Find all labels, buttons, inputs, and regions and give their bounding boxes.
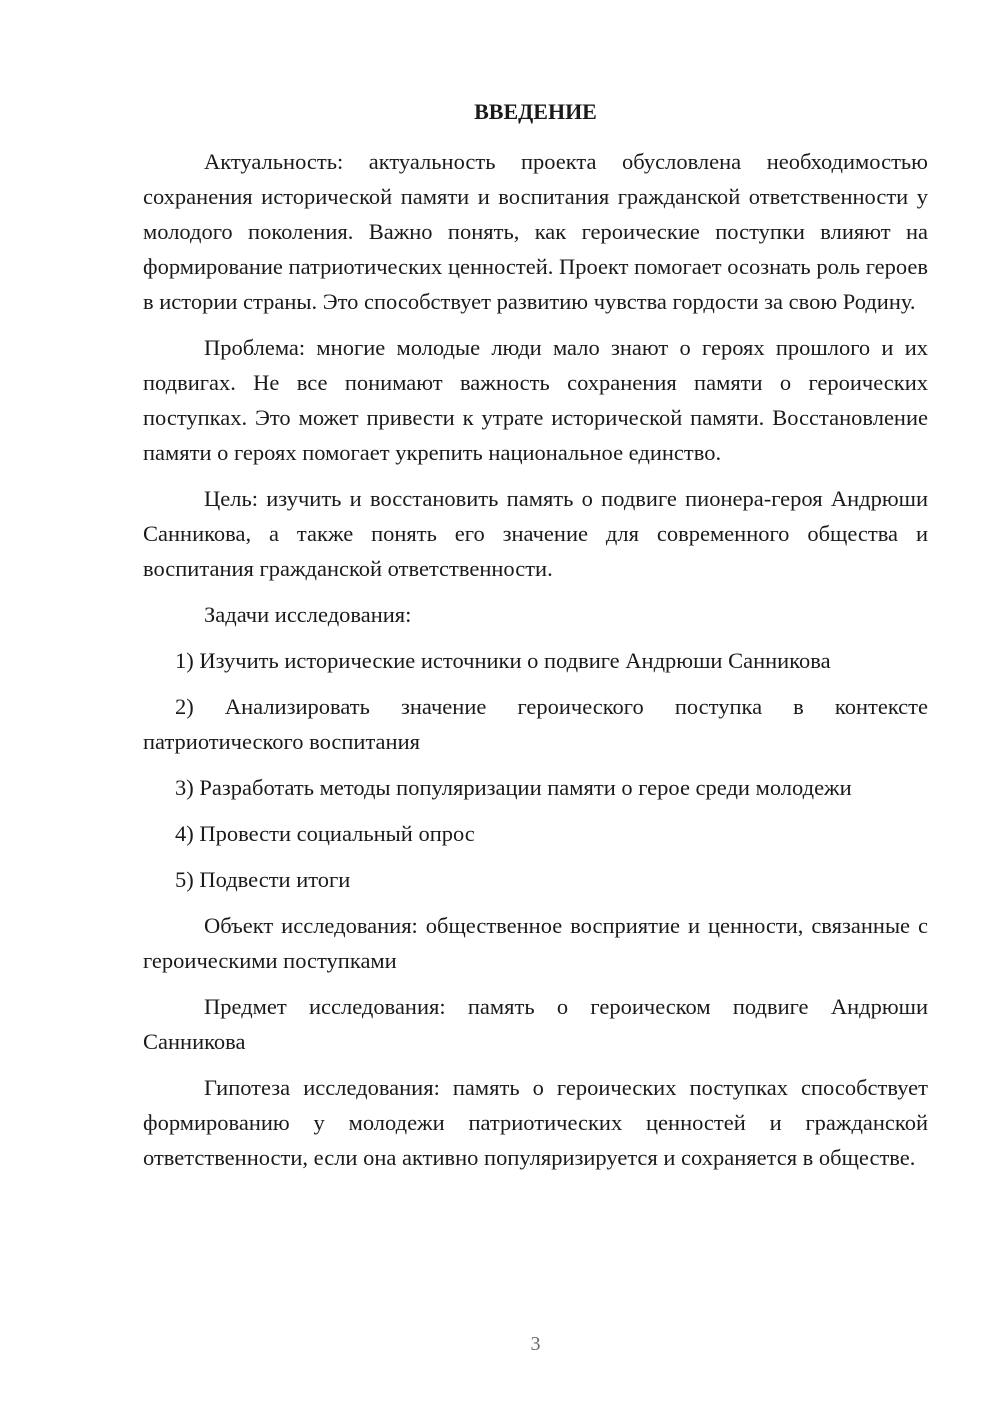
hypothesis-paragraph: Гипотеза исследования: память о героических поступках способствует формированию у молодежи патриотических ценностей и гражданской ответственности, если она активно популяризируется и сохраняется в обществе.: [143, 1075, 928, 1170]
relevance-paragraph: Актуальность: актуальность проекта обусловлена необходимостью сохранения исторической памяти и воспитания гражданской ответственности у молодого поколения. Важно понять, как героические поступки влияют на формирование патриотических ценностей. Проект помогает осознать роль героев в истории страны. Это способствует развитию чувства гордости за свою Родину.: [143, 149, 928, 314]
task-item-2: 2) Анализировать значение героического поступка в контексте патриотического воспитания: [143, 694, 928, 754]
tasks-heading: Задачи исследования:: [204, 602, 412, 627]
goal-paragraph: Цель: изучить и восстановить память о подвиге пионера-героя Андрюши Санникова, а также понять его значение для современного общества и воспитания гражданской ответственности.: [143, 486, 928, 581]
page-number: 3: [530, 1333, 541, 1355]
subject-paragraph: Предмет исследования: память о героическом подвиге Андрюши Санникова: [143, 994, 928, 1054]
problem-paragraph: Проблема: многие молодые люди мало знают о героях прошлого и их подвигах. Не все понимают важность сохранения памяти о героических поступках. Это может привести к утрате исторической памяти. Восстановление памяти о героях помогает укрепить национальное единство.: [143, 335, 928, 465]
document-page: [143, 0, 928, 1414]
page-title: ВВЕДЕНИЕ: [474, 99, 597, 124]
task-item-3: 3) Разработать методы популяризации памяти о герое среди молодежи: [175, 775, 852, 800]
body-text: [143, 144, 928, 1186]
task-item-5: 5) Подвести итоги: [175, 867, 351, 892]
task-item-1: 1) Изучить исторические источники о подвиге Андрюши Санникова: [175, 648, 831, 673]
task-item-4: 4) Провести социальный опрос: [175, 821, 475, 846]
object-paragraph: Объект исследования: общественное восприятие и ценности, связанные с героическими поступками: [143, 913, 928, 973]
